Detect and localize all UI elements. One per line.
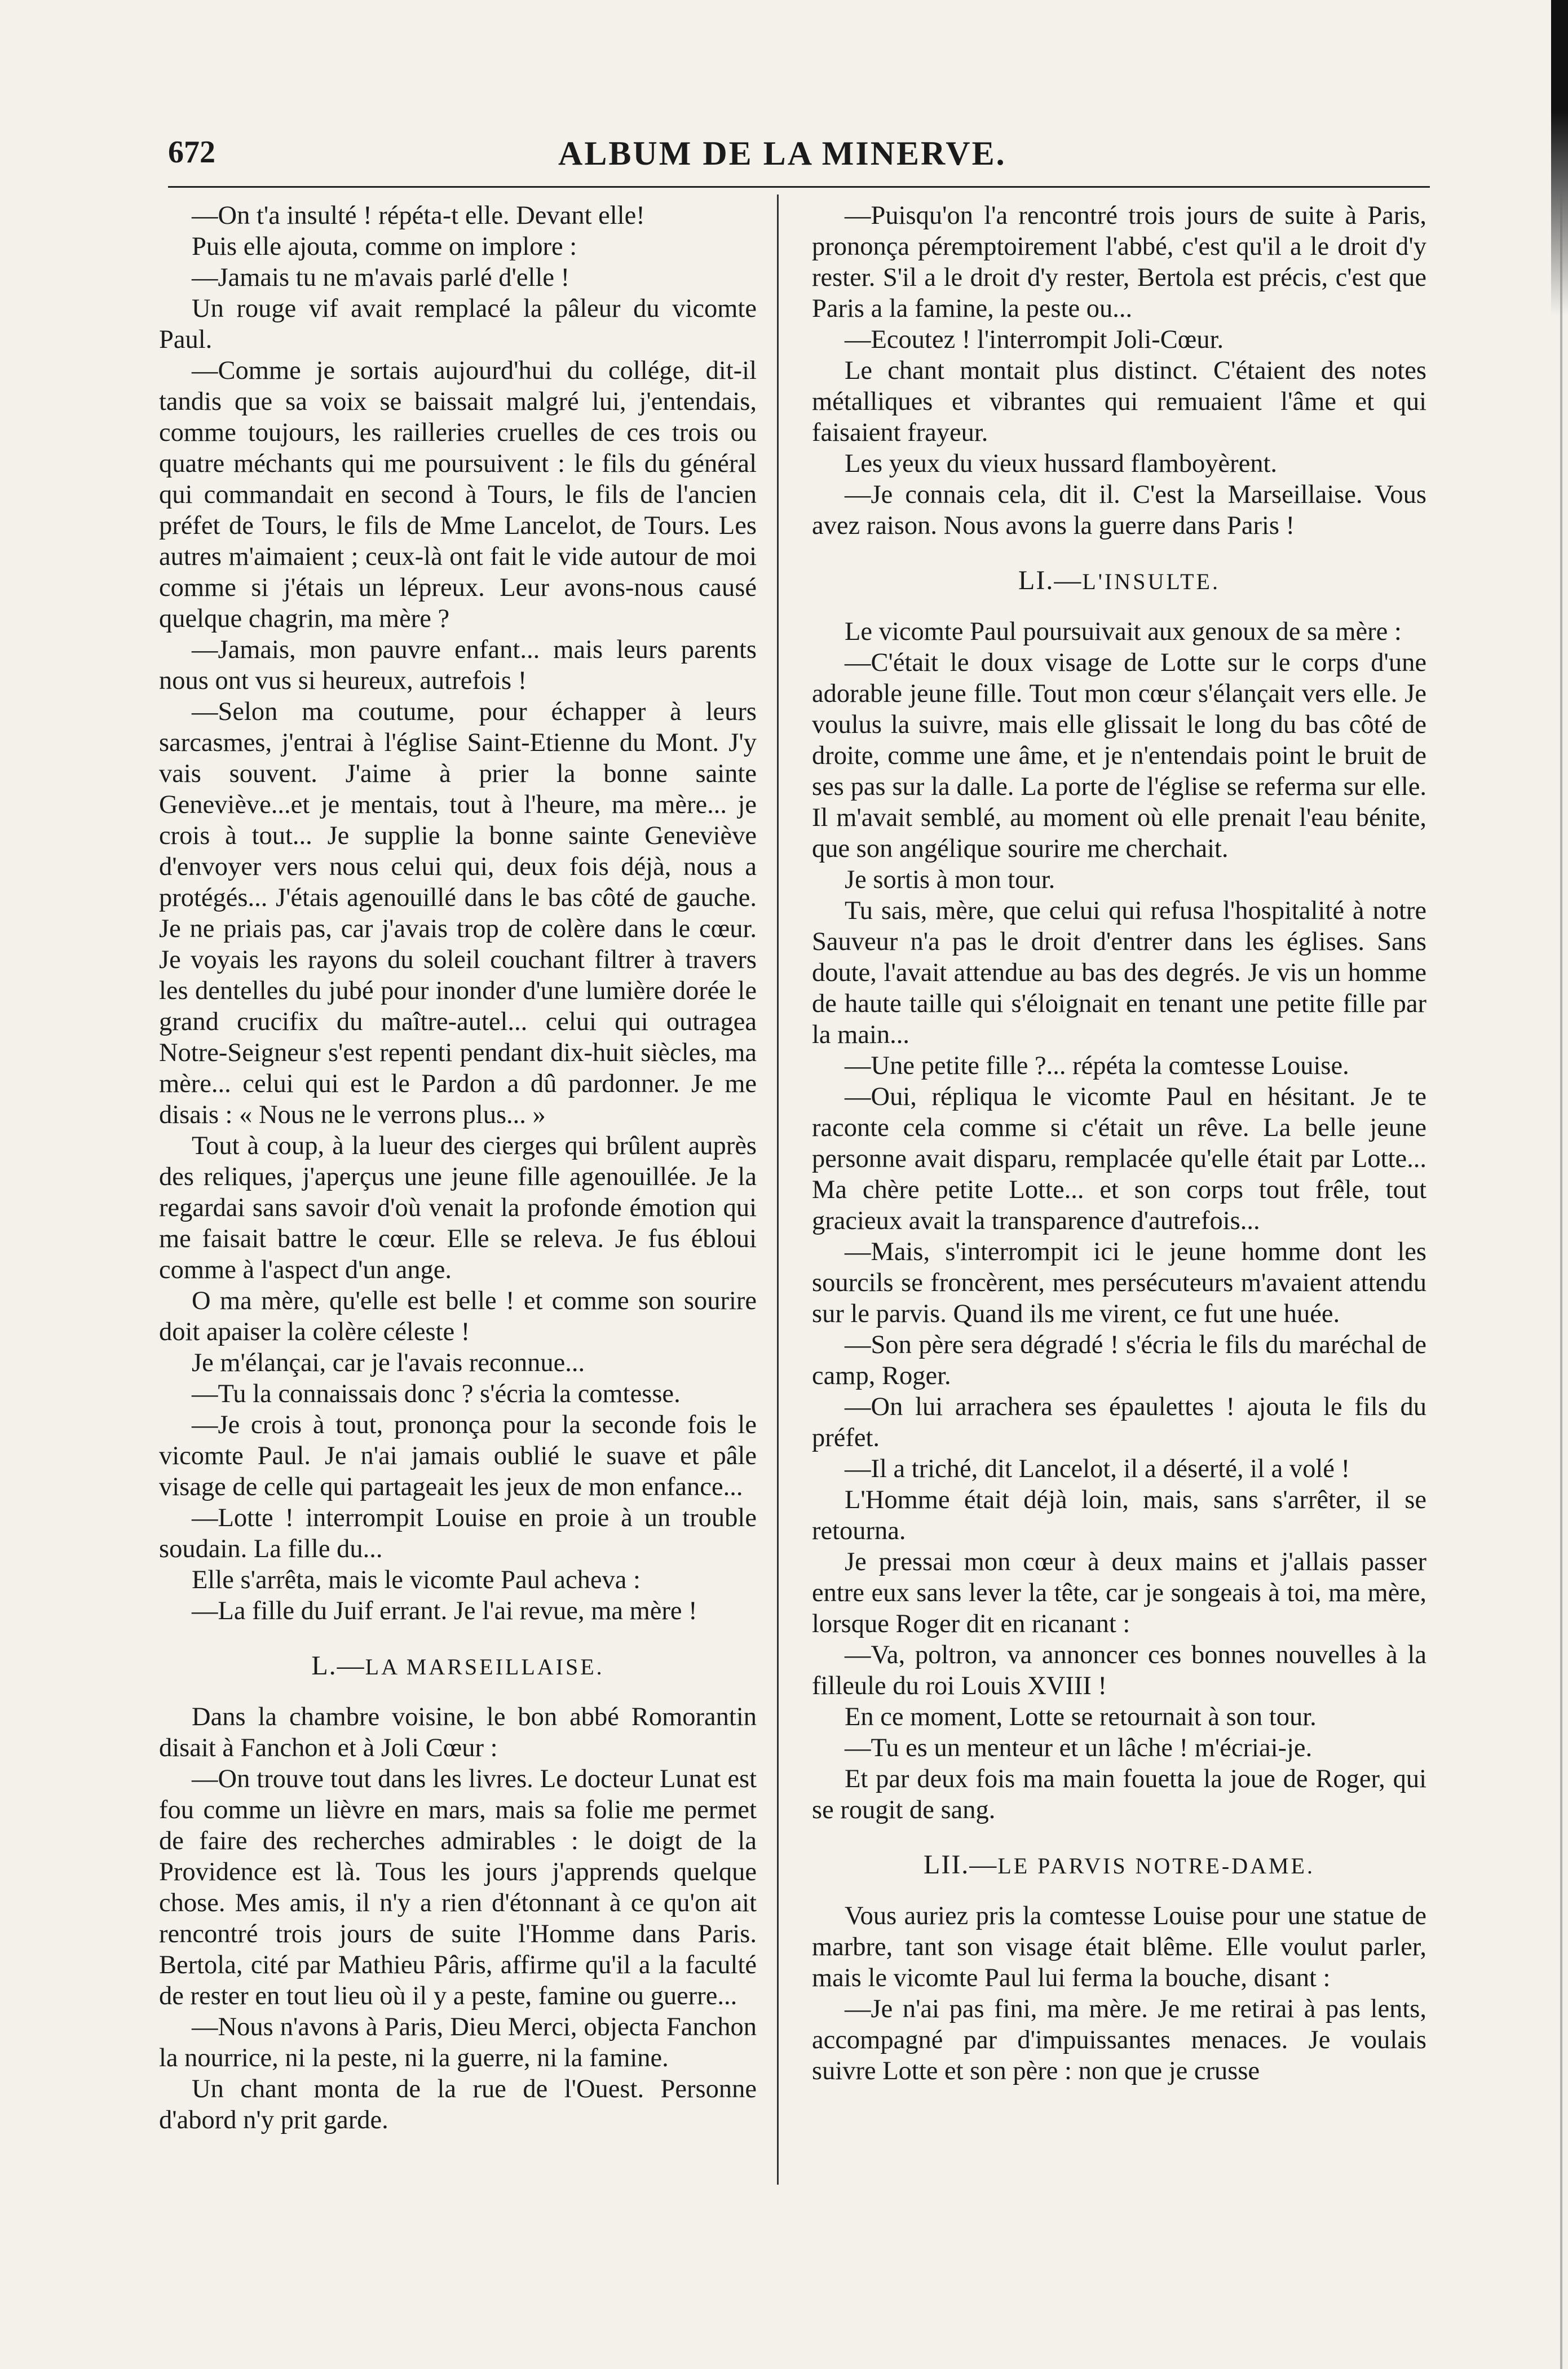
section-number: LII.— — [924, 1850, 998, 1880]
paragraph: —Jamais tu ne m'avais parlé d'elle ! — [192, 263, 570, 292]
paragraph: —Puisqu'on l'a rencontré trois jours de suite à Paris, prononça péremptoirement l'abbé, c'est qu'il a le droit d'y rester. S'il a le droit d'y rester, Bertola est précis, c'est que Paris a la famine, la peste ou... — [812, 201, 1426, 323]
paragraph: Tu sais, mère, que celui qui refusa l'hospitalité à notre Sauveur n'a pas le droit d'entrer dans les églises. Sans doute, l'avait attendue au bas des degrés. Je vis un homme de haute taille qui s'éloignait en tenant une petite fille par la main... — [812, 896, 1426, 1049]
paragraph: Je m'élançai, car je l'avais reconnue... — [192, 1349, 585, 1377]
paragraph: —Je crois à tout, prononça pour la seconde fois le vicomte Paul. Je n'ai jamais oublié le suave et pâle visage de celle qui partageait les jeux de mon enfance... — [159, 1411, 757, 1501]
paragraph: —Il a triché, dit Lancelot, il a déserté, il a volé ! — [845, 1455, 1350, 1483]
paragraph: —C'était le doux visage de Lotte sur le corps d'une adorable jeune fille. Tout mon cœur s'élançait vers elle. Je voulus la suivre, mais elle glissait le long du bas côté de droite, comme une âme, et je n'entendais point le bruit de ses pas sur la dalle. La porte de l'église se referma sur elle. Il m'avait semblé, au moment où elle prenait l'eau bénite, que son angélique sourire me cherchait. — [812, 648, 1426, 863]
section-heading — [812, 565, 1426, 597]
paragraph: Puis elle ajouta, comme on implore : — [192, 232, 577, 261]
running-title: ALBUM DE LA MINERVE. — [558, 135, 1006, 172]
paragraph: —Ecoutez ! l'interrompit Joli-Cœur. — [845, 325, 1224, 354]
section-title: LE PARVIS NOTRE-DAME. — [997, 1853, 1315, 1879]
paragraph: Un rouge vif avait remplacé la pâleur du vicomte Paul. — [159, 294, 757, 354]
section-title: L'INSULTE. — [1082, 569, 1220, 594]
paragraph: —Son père sera dégradé ! s'écria le fils du maréchal de camp, Roger. — [812, 1331, 1426, 1390]
section-heading — [812, 1849, 1426, 1881]
paragraph: Vous auriez pris la comtesse Louise pour une statue de marbre, tant son visage était blême. Elle voulut parler, mais le vicomte Paul lui ferma la bouche, disant : — [812, 1902, 1426, 1992]
paragraph: —La fille du Juif errant. Je l'ai revue, ma mère ! — [192, 1597, 697, 1625]
paragraph: —Nous n'avons à Paris, Dieu Merci, objecta Fanchon la nourrice, ni la peste, ni la guerre, ni la famine. — [159, 2013, 757, 2072]
paragraph: Dans la chambre voisine, le bon abbé Romorantin disait à Fanchon et à Joli Cœur : — [159, 1703, 757, 1762]
paragraph: —On t'a insulté ! répéta-t elle. Devant elle! — [192, 201, 645, 230]
section-number: L.— — [311, 1651, 365, 1681]
paragraph: Le vicomte Paul poursuivait aux genoux de sa mère : — [845, 617, 1402, 646]
paragraph: Un chant monta de la rue de l'Ouest. Personne d'abord n'y prit garde. — [159, 2075, 757, 2134]
paragraph: Tout à coup, à la lueur des cierges qui brûlent auprès des reliques, j'aperçus une jeune fille agenouillée. Je la regardai sans savoir d'où venait la profonde émotion qui me faisait battre le cœur. Elle se releva. Je fus ébloui comme à l'aspect d'un ange. — [159, 1132, 757, 1284]
paragraph: —Je n'ai pas fini, ma mère. Je me retirai à pas lents, accompagné par d'impuissantes menaces. Je voulais suivre Lotte et son père : non que je crusse — [812, 1995, 1426, 2085]
paragraph: —Va, poltron, va annoncer ces bonnes nouvelles à la filleule du roi Louis XVIII ! — [812, 1641, 1426, 1700]
paragraph: Et par deux fois ma main fouetta la joue de Roger, qui se rougit de sang. — [812, 1765, 1426, 1824]
paragraph: —Tu la connaissais donc ? s'écria la comtesse. — [192, 1380, 681, 1408]
paragraph: —Mais, s'interrompit ici le jeune homme dont les sourcils se froncèrent, mes persécuteurs m'avaient attendu sur le parvis. Quand ils me virent, ce fut une huée. — [812, 1237, 1426, 1328]
paragraph: —Comme je sortais aujourd'hui du collége, dit-il tandis que sa voix se baissait malgré lui, j'entendais, comme toujours, les railleries cruelles de ces trois ou quatre méchants qui me poursuivent : le fils du général qui commandait en second à Tours, le fils de l'ancien préfet de Tours, le fils de Mme Lancelot, de Tours. Les autres m'aimaient ; ceux-là ont fait le vide autour de moi comme si j'étais un lépreux. Leur avons-nous causé quelque chagrin, ma mère ? — [159, 356, 757, 633]
paragraph: —On lui arrachera ses épaulettes ! ajouta le fils du préfet. — [812, 1393, 1426, 1452]
paragraph: —On trouve tout dans les livres. Le docteur Lunat est fou comme un lièvre en mars, mais sa folie me permet de faire des recherches admirables : le doigt de la Providence est là. Tous les jours j'apprends quelque chose. Mes amis, il n'y a rien d'étonnant à ce qu'on ait rencontré trois jours de suite l'Homme dans Paris. Bertola, cité par Mathieu Pâris, affirme qu'il a la faculté de rester en tout lieu où il y a peste, famine ou guerre... — [159, 1765, 757, 2010]
paragraph: Je sortis à mon tour. — [845, 865, 1055, 894]
page-number: 672 — [168, 135, 215, 170]
left-column — [159, 200, 757, 2136]
paragraph: O ma mère, qu'elle est belle ! et comme son sourire doit apaiser la colère céleste ! — [159, 1287, 757, 1346]
paragraph: —Oui, répliqua le vicomte Paul en hésitant. Je te raconte cela comme si c'était un rêve. La belle jeune personne avait disparu, remplacée qu'elle était par Lotte... Ma chère petite Lotte... et son corps tout frêle, tout gracieux avait la transparence d'autrefois... — [812, 1082, 1426, 1235]
paragraph: —Jamais, mon pauvre enfant... mais leurs parents nous ont vus si heureux, autrefois ! — [159, 635, 757, 695]
paragraph: En ce moment, Lotte se retournait à son tour. — [845, 1703, 1317, 1731]
paragraph: Le chant montait plus distinct. C'étaient des notes métalliques et vibrantes qui remuaient l'âme et qui faisaient frayeur. — [812, 356, 1426, 447]
paragraph: —Je connais cela, dit il. C'est la Marseillaise. Vous avez raison. Nous avons la guerre dans Paris ! — [812, 480, 1426, 540]
paragraph: Les yeux du vieux hussard flamboyèrent. — [845, 449, 1278, 478]
section-title: LA MARSEILLAISE. — [365, 1654, 604, 1679]
column-divider — [777, 195, 779, 2185]
paragraph: Elle s'arrêta, mais le vicomte Paul acheva : — [192, 1566, 641, 1594]
paragraph: —Une petite fille ?... répéta la comtesse Louise. — [845, 1051, 1349, 1080]
paragraph: —Lotte ! interrompit Louise en proie à un trouble soudain. La fille du... — [159, 1504, 757, 1563]
paragraph: L'Homme était déjà loin, mais, sans s'arrêter, il se retourna. — [812, 1486, 1426, 1545]
section-heading — [159, 1650, 757, 1682]
margin-line — [1560, 0, 1562, 2369]
header-rule — [168, 186, 1430, 188]
margin-ink-mark — [1551, 0, 1568, 316]
right-column — [812, 200, 1426, 2087]
paragraph: —Selon ma coutume, pour échapper à leurs sarcasmes, j'entrai à l'église Saint-Etienne du Mont. J'y vais souvent. J'aime à prier la bonne sainte Geneviève...et je mentais, tout à l'heure, ma mère... je crois à tout... Je supplie la bonne sainte Geneviève d'envoyer vers nous celui qui, deux fois déjà, nous a protégés... J'étais agenouillé dans le bas côté de gauche. Je ne priais pas, car j'avais trop de colère dans le cœur. Je voyais les rayons du soleil couchant filtrer à travers les dentelles du jubé pour inonder d'une lumière dorée le grand crucifix du maître-autel... celui qui outragea Notre-Seigneur s'est repenti pendant dix-huit siècles, ma mère... celui qui est le Pardon a dû pardonner. Je me disais : « Nous ne le verrons plus... » — [159, 697, 757, 1129]
section-number: LI.— — [1018, 565, 1083, 595]
paragraph: —Tu es un menteur et un lâche ! m'écriai-je. — [845, 1734, 1313, 1762]
paragraph: Je pressai mon cœur à deux mains et j'allais passer entre eux sans lever la tête, car je songeais à toi, ma mère, lorsque Roger dit en ricanant : — [812, 1548, 1426, 1638]
